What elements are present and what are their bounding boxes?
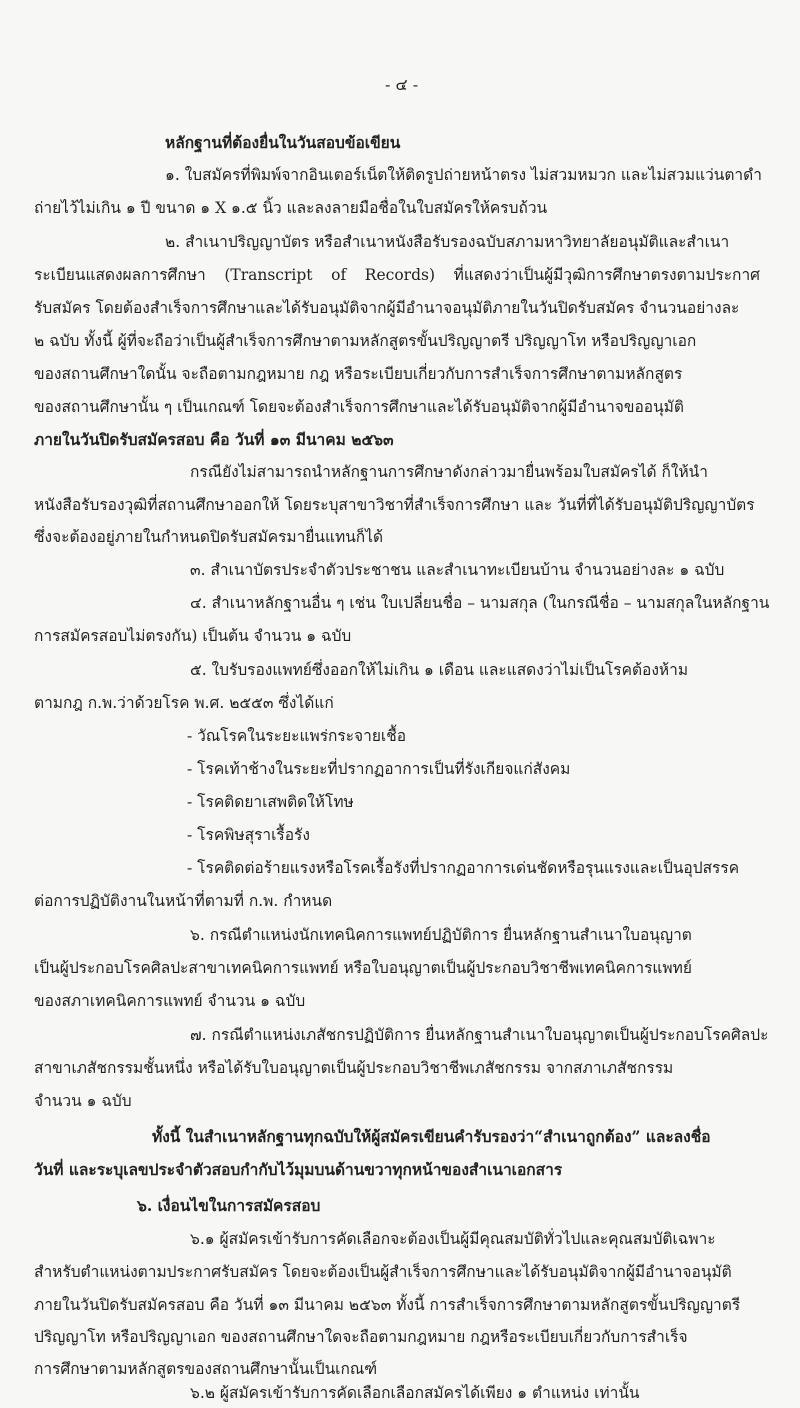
item1-line2: ถ่ายไว้ไม่เกิน ๑ ปี ขนาด ๑ X ๑.๕ นิ้ว และลงลายมือชื่อในใบสมัครให้ครบถ้วน: [34, 199, 548, 217]
condition-6-1-line1: ๖.๑ ผู้สมัครเข้ารับการคัดเลือกจะต้องเป็นผู้มีคุณสมบัติทั่วไปและคุณสมบัติเฉพาะ: [190, 1230, 716, 1248]
item2-note-line3: ซึ่งจะต้องอยู่ภายในกำหนดปิดรับสมัครมายื่นแทนก็ได้: [34, 528, 384, 546]
certify-note-line2: วันที่ และระบุเลขประจำตัวสอบกำกับไว้มุมบนด้านขวาทุกหน้าของสำเนาเอกสาร: [34, 1160, 563, 1179]
item2-line6: ของสถานศึกษานั้น ๆ เป็นเกณฑ์ โดยจะต้องสำเร็จการศึกษาและได้รับอนุมัติจากผู้มีอำนาจขออนุมัติ: [34, 398, 684, 416]
condition-6-1-line5: การศึกษาตามหลักสูตรของสถานศึกษานั้นเป็นเกณฑ์: [34, 1360, 378, 1378]
item6-line3: ของสภาเทคนิคการแพทย์ จำนวน ๑ ฉบับ: [34, 992, 306, 1010]
item6-line2: เป็นผู้ประกอบโรคศิลปะสาขาเทคนิคการแพทย์ หรือใบอนุญาตเป็นผู้ประกอบวิชาชีพเทคนิคการแพทย์: [34, 959, 692, 977]
disease-item: - โรคติดยาเสพติดให้โทษ: [187, 793, 354, 811]
item2-line3: รับสมัคร โดยต้องสำเร็จการศึกษาและได้รับอนุมัติจากผู้มีอำนาจอนุมัติภายในวันปิดรับสมัคร จำนวนอย่างละ: [34, 299, 740, 317]
item1-line1: ๑. ใบสมัครที่พิมพ์จากอินเตอร์เน็ตให้ติดรูปถ่ายหน้าตรง ไม่สวมหมวก และไม่สวมแว่นตาดำ: [165, 166, 762, 184]
item4-line2: การสมัครสอบไม่ตรงกัน) เป็นต้น จำนวน ๑ ฉบับ: [34, 627, 352, 645]
item5-line2: ตามกฎ ก.พ.ว่าด้วยโรค พ.ศ. ๒๕๕๓ ซึ่งได้แก่: [34, 694, 334, 712]
condition-6-1-line4: ปริญญาโท หรือปริญญาเอก ของสถานศึกษาใดจะถือตามกฎหมาย กฎหรือระเบียบเกี่ยวกับการสำเร็จ: [34, 1328, 688, 1346]
item7-line2: สาขาเภสัชกรรมชั้นหนึ่ง หรือได้รับใบอนุญาตเป็นผู้ประกอบวิชาชีพเภสัชกรรม จากสภาเภสัชกรรม: [34, 1059, 674, 1077]
item2-note-line1: กรณียังไม่สามารถนำหลักฐานการศึกษาดังกล่าวมายื่นพร้อมใบสมัครได้ ก็ให้นำ: [190, 463, 708, 481]
disease-item: - โรคเท้าช้างในระยะที่ปรากฏอาการเป็นที่รังเกียจแก่สังคม: [187, 760, 571, 778]
condition-6-1-line3: ภายในวันปิดรับสมัครสอบ คือ วันที่ ๑๓ มีนาคม ๒๕๖๓ ทั้งนี้ การสำเร็จการศึกษาตามหลักสูตรขั้นปริญญาตรี: [34, 1296, 741, 1314]
condition-6-1-line2: สำหรับตำแหน่งตามประกาศรับสมัคร โดยจะต้องเป็นผู้สำเร็จการศึกษาและได้รับอนุมัติจากผู้มีอำนาจอนุมัติ: [34, 1263, 732, 1281]
item5-line3: ต่อการปฏิบัติงานในหน้าที่ตามที่ ก.พ. กำหนด: [34, 892, 333, 910]
item4-line1: ๔. สำเนาหลักฐานอื่น ๆ เช่น ใบเปลี่ยนชื่อ – นามสกุล (ในกรณีชื่อ – นามสกุลในหลักฐาน: [190, 594, 770, 612]
disease-item: - วัณโรคในระยะแพร่กระจายเชื้อ: [187, 727, 407, 745]
disease-item: - โรคพิษสุราเรื้อรัง: [187, 826, 310, 844]
item6-line1: ๖. กรณีตำแหน่งนักเทคนิคการแพทย์ปฏิบัติการ ยื่นหลักฐานสำเนาใบอนุญาต: [190, 926, 692, 944]
item2-deadline: ภายในวันปิดรับสมัครสอบ คือ วันที่ ๑๓ มีนาคม ๒๕๖๓: [34, 430, 394, 449]
item7-line3: จำนวน ๑ ฉบับ: [34, 1092, 132, 1110]
item2-line2: ระเบียนแสดงผลการศึกษา (Transcript of Records) ที่แสดงว่าเป็นผู้มีวุฒิการศึกษาตรงตามประกาศ: [34, 266, 760, 284]
page-number: - ๔ -: [385, 75, 419, 94]
item2-line1: ๒. สำเนาปริญญาบัตร หรือสำเนาหนังสือรับรองฉบับสภามหาวิทยาลัยอนุมัติและสำเนา: [165, 233, 730, 251]
conditions-heading: ๖. เงื่อนไขในการสมัครสอบ: [137, 1196, 321, 1215]
item2-line5: ของสถานศึกษาใดนั้น จะถือตามกฎหมาย กฎ หรือระเบียบเกี่ยวกับการสำเร็จการศึกษาตามหลักสูตร: [34, 365, 683, 383]
certify-note-line1: ทั้งนี้ ในสำเนาหลักฐานทุกฉบับให้ผู้สมัครเขียนคำรับรองว่า“สำเนาถูกต้อง” และลงชื่อ: [152, 1127, 711, 1146]
condition-6-2: ๖.๒ ผู้สมัครเข้ารับการคัดเลือกเลือกสมัครได้เพียง ๑ ตำแหน่ง เท่านั้น: [190, 1384, 640, 1402]
evidence-heading: หลักฐานที่ต้องยื่นในวันสอบข้อเขียน: [165, 133, 401, 152]
item2-line4: ๒ ฉบับ ทั้งนี้ ผู้ที่จะถือว่าเป็นผู้สำเร็จการศึกษาตามหลักสูตรขั้นปริญญาตรี ปริญญาโท หรือปริญญาเอก: [34, 332, 697, 350]
item7-line1: ๗. กรณีตำแหน่งเภสัชกรปฏิบัติการ ยื่นหลักฐานสำเนาใบอนุญาตเป็นผู้ประกอบโรคศิลปะ: [190, 1026, 769, 1044]
item3: ๓. สำเนาบัตรประจำตัวประชาชน และสำเนาทะเบียนบ้าน จำนวนอย่างละ ๑ ฉบับ: [190, 561, 725, 579]
item5-line1: ๕. ใบรับรองแพทย์ซึ่งออกให้ไม่เกิน ๑ เดือน และแสดงว่าไม่เป็นโรคต้องห้าม: [190, 661, 689, 679]
disease-item: - โรคติดต่อร้ายแรงหรือโรคเรื้อรังที่ปรากฏอาการเด่นชัดหรือรุนแรงและเป็นอุปสรรค: [187, 859, 740, 877]
item2-note-line2: หนังสือรับรองวุฒิที่สถานศึกษาออกให้ โดยระบุสาขาวิชาที่สำเร็จการศึกษา และ วันที่ที่ได้รับอนุมัติปริญญาบัตร: [34, 496, 755, 514]
